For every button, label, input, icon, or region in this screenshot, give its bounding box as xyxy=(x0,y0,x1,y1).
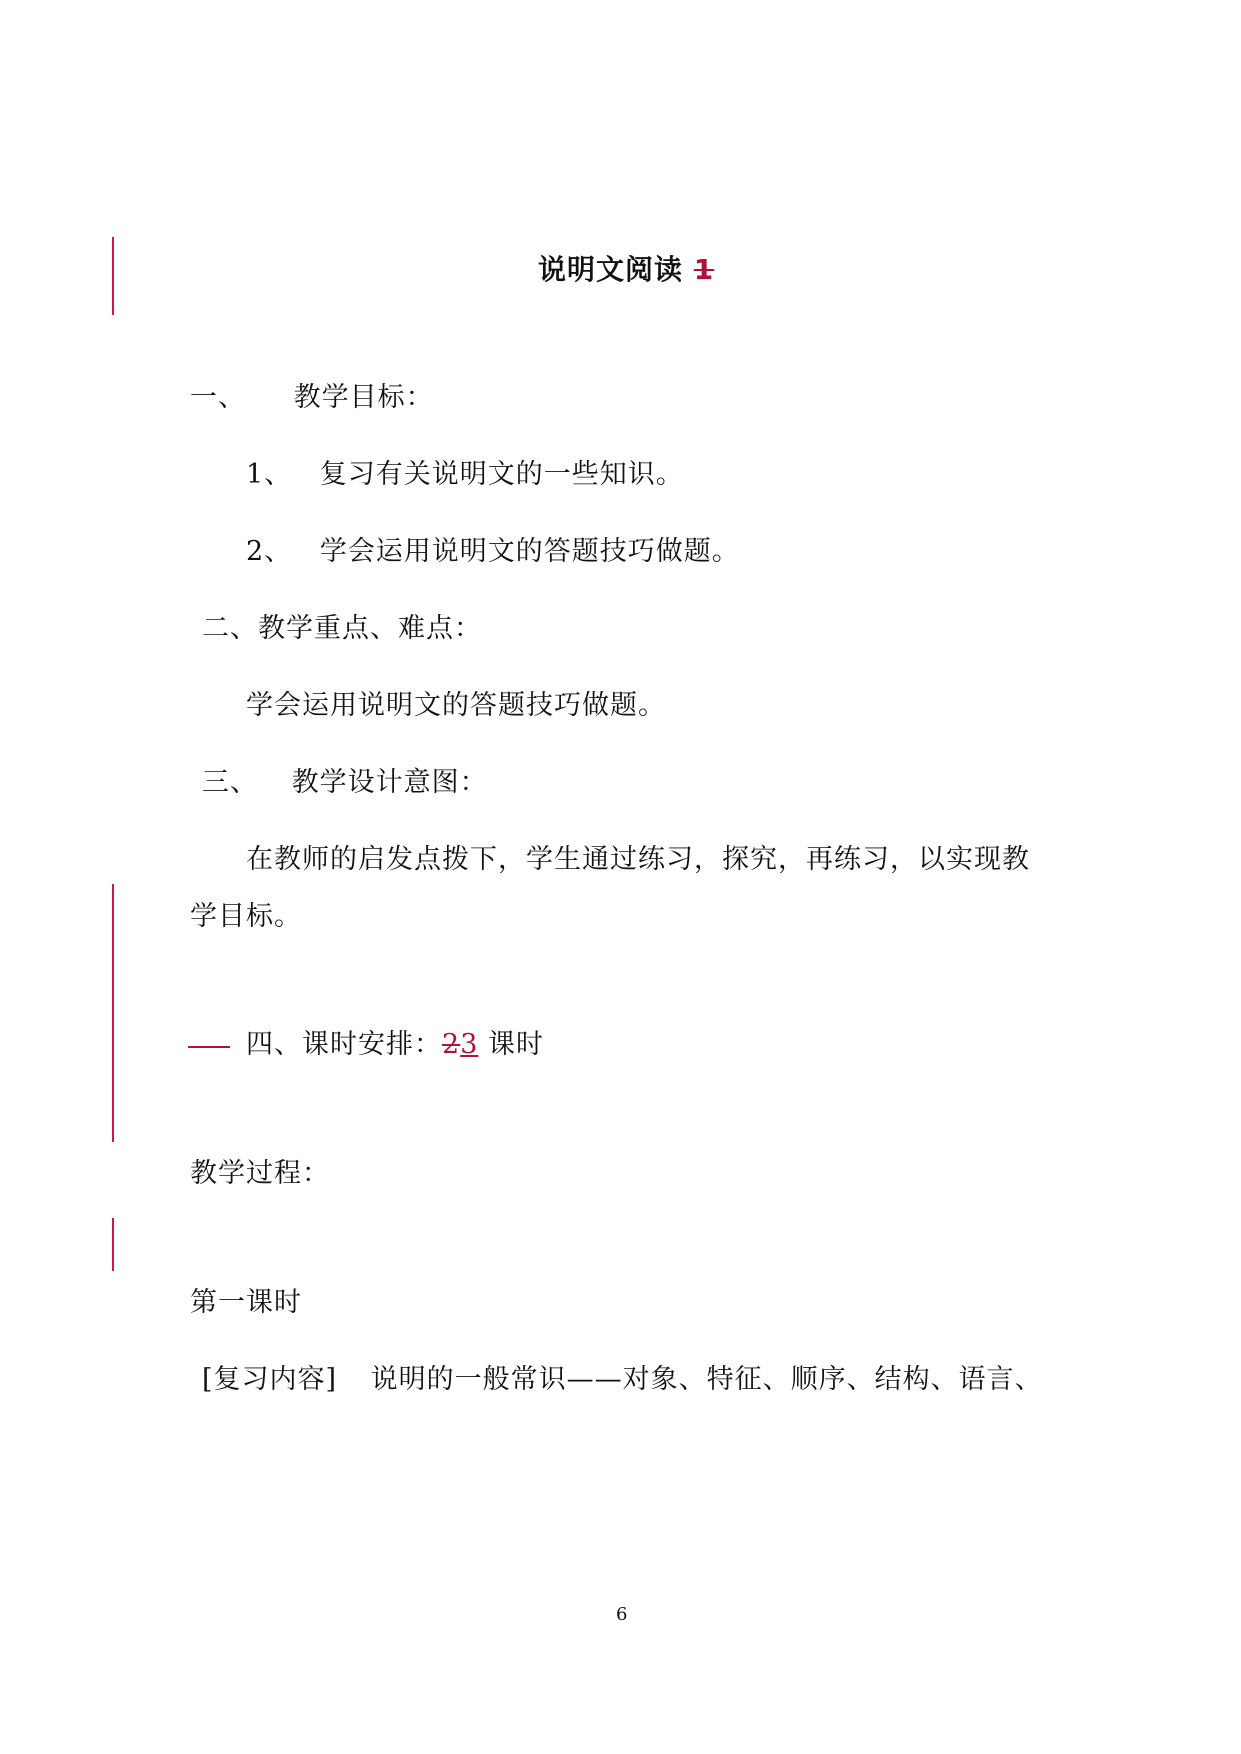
goal-item-1-number: 1、 xyxy=(246,459,293,490)
section-1-number: 一、 xyxy=(190,382,246,413)
section-4-heading xyxy=(246,1031,544,1058)
deleted-number-marker xyxy=(188,1046,230,1048)
change-bar-process xyxy=(112,1218,114,1271)
goal-item-2-text: 学会运用说明文的答题技巧做题。 xyxy=(319,536,740,567)
review-content-line xyxy=(202,1366,1043,1393)
document-title xyxy=(538,253,715,286)
title-deleted-number: 1 xyxy=(693,253,715,286)
lesson-one-heading: 第一课时 xyxy=(190,1287,302,1318)
goal-item-2 xyxy=(246,538,740,565)
section-3-body-line-2: 学目标。 xyxy=(190,901,302,932)
change-bar-title xyxy=(112,237,114,315)
review-label: [复习内容] xyxy=(202,1364,338,1395)
review-text: 说明的一般常识——对象、特征、顺序、结构、语言、 xyxy=(370,1364,1043,1395)
section-3-body-line-1: 在教师的启发点拨下，学生通过练习，探究，再练习，以实现教 xyxy=(246,844,1030,875)
deleted-lesson-count: 2 xyxy=(442,1029,461,1060)
section-2-heading: 二、教学重点、难点： xyxy=(202,613,482,644)
section-1-label: 教学目标： xyxy=(293,382,434,413)
inserted-lesson-count: 3 xyxy=(460,1029,479,1060)
section-2-body: 学会运用说明文的答题技巧做题。 xyxy=(246,690,666,721)
goal-item-2-number: 2、 xyxy=(246,536,293,567)
section-4-label: 四、课时安排： xyxy=(246,1029,442,1060)
goal-item-1 xyxy=(246,461,684,488)
section-3-label: 教学设计意图： xyxy=(291,767,488,798)
change-bar-section-4 xyxy=(112,884,114,1142)
section-3-heading xyxy=(202,769,488,796)
section-1-heading xyxy=(190,384,434,411)
teaching-process-heading: 教学过程： xyxy=(190,1158,330,1189)
section-4-suffix: 课时 xyxy=(487,1029,544,1060)
page-number: 6 xyxy=(616,1604,628,1625)
title-text: 说明文阅读 xyxy=(538,253,684,286)
section-3-number: 三、 xyxy=(202,767,258,798)
goal-item-1-text: 复习有关说明文的一些知识。 xyxy=(319,459,684,490)
